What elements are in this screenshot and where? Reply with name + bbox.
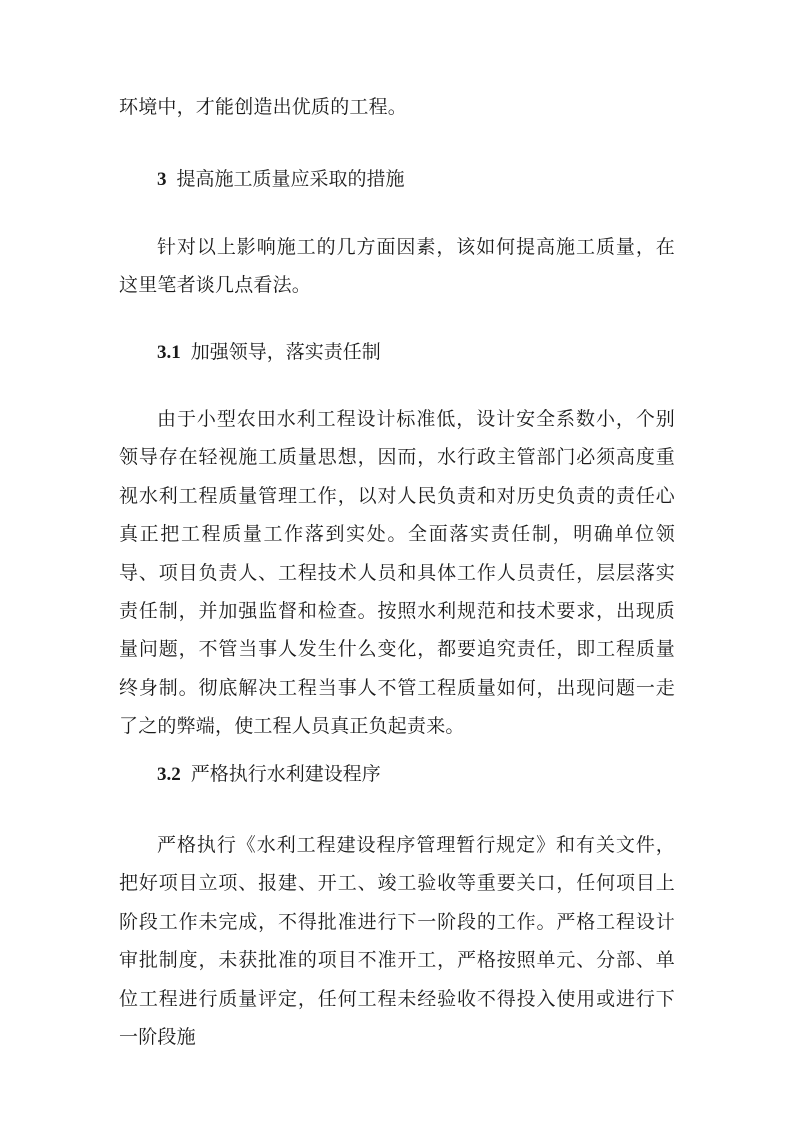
section-3-1-paragraph: 由于小型农田水利工程设计标准低，设计安全系数小，个别领导存在轻视施工质量思想，因而，水行政主管部门必须高度重视水利工程质量管理工作，以对人民负责和对历史负责的责任心真正把工程质量工作落到实处。全面落实责任制，明确单位领导、项目负责人、工程技术人员和具体工作人员责任，层层落实责任制，并加强监督和检查。按照水利规范和技术要求，出现质量问题，不管当事人发生什么变化，都要追究责任，即工程质量终身制。彻底解决工程当事人不管工程质量如何，出现问题一走了之的弊端，使工程人员真正负起责来。 — [119, 408, 675, 738]
section-3-1-number: 3.1 — [157, 342, 181, 363]
section-3-paragraph: 针对以上影响施工的几方面因素，该如何提高施工质量，在这里笔者谈几点看法。 — [119, 236, 675, 297]
section-3-title: 提高施工质量应采取的措施 — [176, 168, 405, 190]
section-3-2-title: 严格执行水利建设程序 — [190, 763, 381, 785]
section-3-2-number: 3.2 — [157, 764, 181, 785]
section-3-2-heading — [157, 755, 381, 794]
section-3-2-paragraph: 严格执行《水利工程建设程序管理暂行规定》和有关文件，把好项目立项、报建、开工、竣工验收等重要关口，任何项目上阶段工作未完成，不得批准进行下一阶段的工作。严格工程设计审批制度，未获批准的项目不准开工，严格按照单元、分部、单位工程进行质量评定，任何工程未经验收不得投入使用或进行下一阶段施 — [119, 834, 675, 1049]
section-3-1-heading — [157, 333, 381, 372]
section-3-heading — [157, 160, 405, 199]
section-3-number: 3 — [157, 169, 167, 190]
section-3-1-title: 加强领导，落实责任制 — [190, 341, 381, 363]
intro-tail-paragraph: 环境中，才能创造出优质的工程。 — [119, 96, 408, 118]
